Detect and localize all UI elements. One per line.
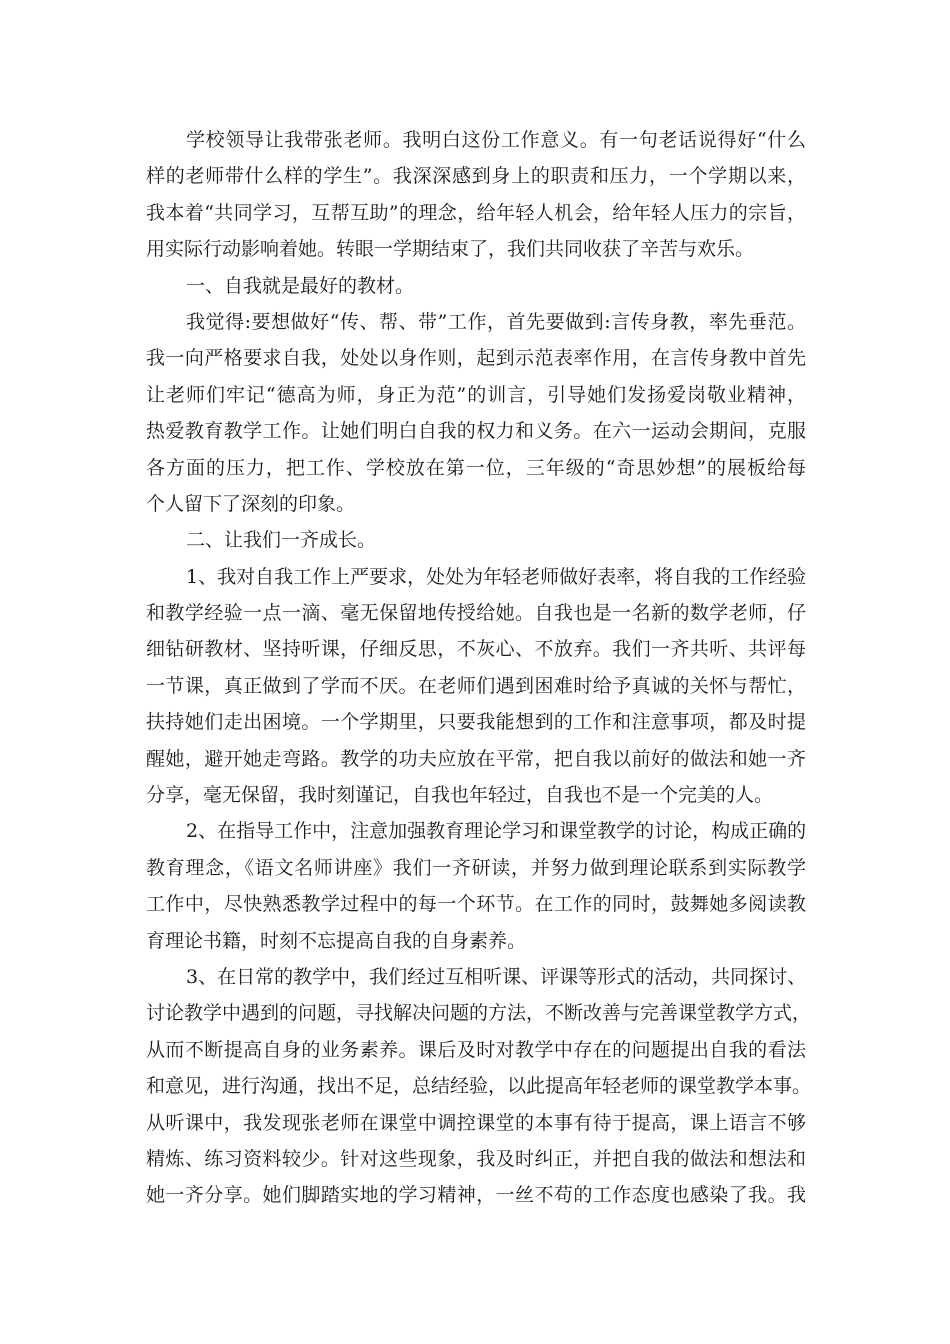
paragraph-line: 热爱教育教学工作。让她们明白自我的权力和义务。在六一运动会期间，克服 [146, 420, 806, 443]
paragraph-line: 用实际行动影响着她。转眼一学期结束了，我们共同收获了辛苦与欢乐。 [146, 238, 755, 261]
paragraph-line: 从而不断提高自身的业务素养。课后及时对教学中存在的问题提出自我的看法 [146, 1038, 806, 1061]
paragraph-line: 讨论教学中遇到的问题，寻找解决问题的方法，不断改善与完善课堂教学方式， [146, 1002, 812, 1025]
paragraph-line: 2、在指导工作中，注意加强教育理论学习和课堂教学的讨论，构成正确的 [186, 820, 807, 843]
paragraph-line: 和教学经验一点一滴、毫无保留地传授给她。自我也是一名新的数学老师，仔 [146, 602, 806, 625]
paragraph-line: 我觉得:要想做好“传、帮、带”工作，首先要做到:言传身教，率先垂范。 [186, 310, 806, 333]
paragraph-line: 细钻研教材、坚持听课，仔细反思，不灰心、不放弃。我们一齐共听、共评每 [146, 638, 806, 661]
paragraph-line: 工作中，尽快熟悉教学过程中的每一个环节。在工作的同时，鼓舞她多阅读教 [146, 893, 806, 916]
document-body [146, 122, 812, 1214]
paragraph-line: 扶持她们走出困境。一个学期里，只要我能想到的工作和注意事项，都及时提 [146, 711, 806, 734]
paragraph-line: 各方面的压力，把工作、学校放在第一位，三年级的“奇思妙想”的展板给每 [146, 456, 806, 479]
paragraph-line: 我一向严格要求自我，处处以身作则，起到示范表率作用，在言传身教中首先 [146, 347, 806, 370]
paragraph-line: 学校领导让我带张老师。我明白这份工作意义。有一句老话说得好“什么 [186, 129, 806, 151]
paragraph-line: 精炼、练习资料较少。针对这些现象，我及时纠正，并把自我的做法和想法和 [146, 1147, 806, 1170]
paragraph-line: 育理论书籍，时刻不忘提高自我的自身素养。 [146, 929, 527, 952]
paragraph-line: 我本着“共同学习，互帮互助”的理念，给年轻人机会，给年轻人压力的宗旨， [146, 201, 806, 224]
paragraph-line: 教育理念，《语文名师讲座》我们一齐研读，并努力做到理论联系到实际教学 [146, 856, 806, 879]
paragraph-line: 她一齐分享。她们脚踏实地的学习精神，一丝不苟的工作态度也感染了我。我 [146, 1184, 806, 1207]
paragraph-line: 和意见，进行沟通，找出不足，总结经验，以此提高年轻老师的课堂教学本事。 [146, 1075, 812, 1098]
paragraph-line: 从听课中，我发现张老师在课堂中调控课堂的本事有待于提高，课上语言不够 [146, 1111, 806, 1134]
section-heading: 二、让我们一齐成长。 [186, 529, 377, 552]
paragraph-line: 一节课，真正做到了学而不厌。在老师们遇到困难时给予真诚的关怀与帮忙， [146, 674, 806, 697]
paragraph-line: 3、在日常的教学中，我们经过互相听课、评课等形式的活动，共同探讨、 [186, 965, 807, 988]
paragraph-line: 样的老师带什么样的学生”。我深深感到身上的职责和压力，一个学期以来， [146, 165, 806, 188]
paragraph-line: 1、我对自我工作上严要求，处处为年轻老师做好表率，将自我的工作经验 [186, 565, 807, 588]
paragraph-line: 醒她，避开她走弯路。教学的功夫应放在平常，把自我以前好的做法和她一齐 [146, 747, 806, 770]
paragraph-line: 个人留下了深刻的印象。 [146, 492, 356, 515]
paragraph-line: 分享，毫无保留，我时刻谨记，自我也年轻过，自我也不是一个完美的人。 [146, 784, 774, 807]
section-heading: 一、自我就是最好的教材。 [186, 274, 415, 297]
paragraph-line: 让老师们牢记“德高为师，身正为范”的训言，引导她们发扬爱岗敬业精神， [146, 383, 806, 406]
